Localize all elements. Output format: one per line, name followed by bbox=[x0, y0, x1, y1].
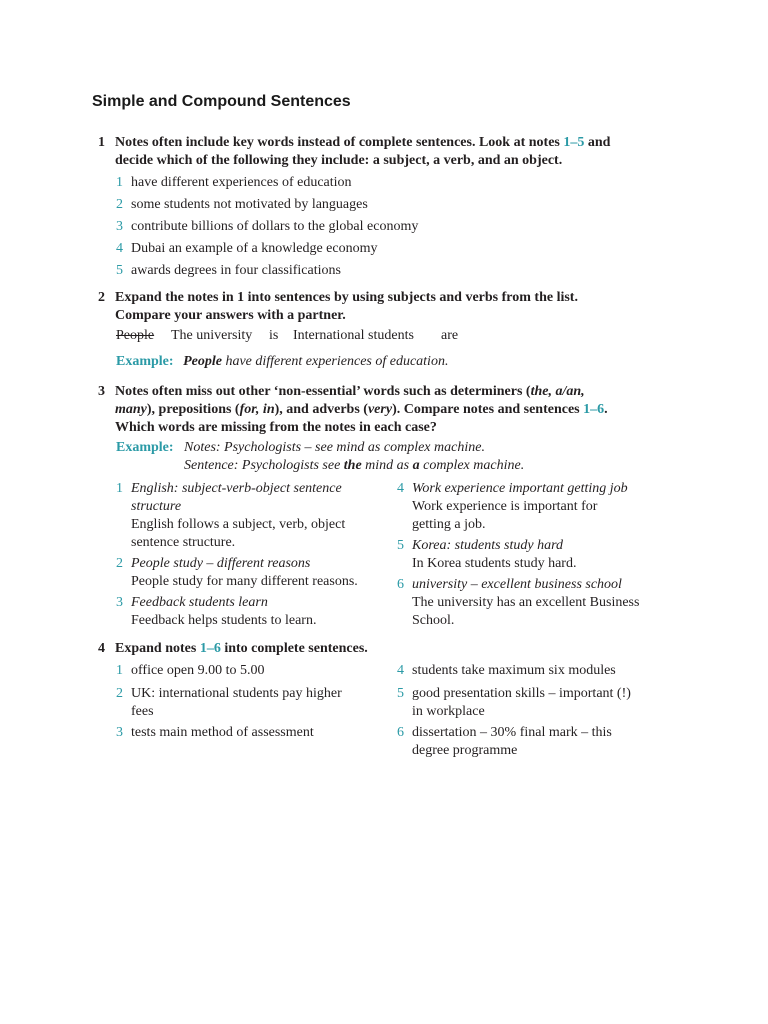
sentence: sentence structure. bbox=[131, 535, 236, 550]
notes-range: 1–6 bbox=[199, 641, 221, 656]
sentence: School. bbox=[412, 613, 455, 628]
page-title: Simple and Compound Sentences bbox=[92, 93, 351, 110]
example: Example: bbox=[116, 440, 174, 455]
sentence: English follows a subject, verb, object bbox=[131, 517, 346, 532]
sentence: In Korea students study hard. bbox=[412, 556, 577, 571]
note: structure bbox=[131, 499, 182, 514]
question-number: 1 bbox=[98, 135, 105, 150]
word-are: are bbox=[441, 328, 459, 343]
notes-range: 1–5 bbox=[563, 135, 585, 150]
sentence: People study for many different reasons. bbox=[131, 574, 358, 589]
example-notes: Notes: Psychologists – see mind as complex machine. bbox=[184, 440, 485, 455]
question-text: Expand the notes in 1 into sentences by using subjects and verbs from the list. Compare your answers with a partner. bbox=[115, 290, 578, 323]
example: Example: People have different experiences of education. bbox=[116, 354, 449, 369]
question-text: Notes often include key words instead of complete sentences. Look at notes 1–5 and decide which of the following they include: a subject, a verb, and an object. bbox=[115, 135, 611, 168]
note: English: subject-verb-object sentence bbox=[131, 481, 342, 496]
sentence: Feedback helps students to learn. bbox=[131, 613, 317, 628]
example-sentence: Sentence: Psychologists see the mind as a complex machine. bbox=[184, 458, 525, 473]
question-number: 2 bbox=[98, 290, 105, 305]
note: People study – different reasons bbox=[131, 556, 311, 571]
question-text: Expand notes 1–6 into complete sentences. bbox=[115, 641, 368, 656]
question-text: Notes often miss out other ‘non-essential’ words such as determiners (the, a/an, many), prepositions (for, in), and adverbs (very). Compare notes and sentences 1–6. Which words are missing from the notes in each case? bbox=[115, 384, 608, 435]
note: Feedback students learn bbox=[131, 595, 268, 610]
sentence: The university has an excellent Business bbox=[412, 595, 640, 610]
question-number: 3 bbox=[98, 384, 105, 399]
note: Work experience important getting job bbox=[412, 481, 628, 496]
word-the-university: The university bbox=[171, 328, 253, 343]
sentence: getting a job. bbox=[412, 517, 486, 532]
note: university – excellent business school bbox=[412, 577, 622, 592]
word-people: People bbox=[116, 328, 155, 343]
notes-range: 1–6 bbox=[583, 402, 605, 417]
question-number: 4 bbox=[98, 641, 105, 656]
word-is: is bbox=[269, 328, 279, 343]
word-international-students: International students bbox=[293, 328, 414, 343]
note: Korea: students study hard bbox=[412, 538, 564, 553]
sentence: Work experience is important for bbox=[412, 499, 598, 514]
